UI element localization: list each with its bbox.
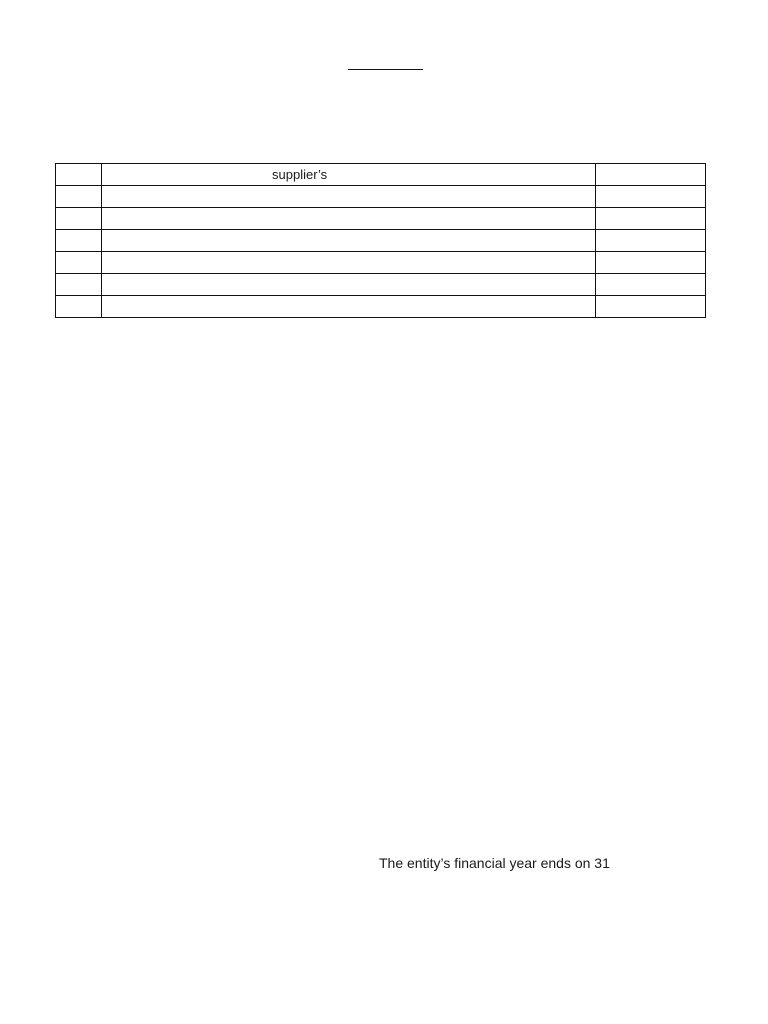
table-row [56, 186, 706, 208]
table-cell [596, 186, 706, 208]
table-cell [56, 208, 102, 230]
table-cell [56, 274, 102, 296]
table-row [56, 274, 706, 296]
table-row [56, 252, 706, 274]
title-underline [348, 69, 423, 70]
table-row [56, 230, 706, 252]
table-cell [596, 230, 706, 252]
table-cell [102, 186, 596, 208]
table-cell [596, 208, 706, 230]
table-header-row [56, 164, 706, 186]
table-cell [56, 296, 102, 318]
financial-year-note: The entity’s financial year ends on 31 [379, 855, 610, 871]
table-cell [56, 186, 102, 208]
table-cell [102, 252, 596, 274]
table-header-cell [56, 164, 102, 186]
table-header-cell-supplier [102, 164, 596, 186]
table-cell [596, 252, 706, 274]
table-cell [102, 296, 596, 318]
table-cell [102, 208, 596, 230]
table-cell [102, 274, 596, 296]
supplier-header-label: supplier’s [272, 167, 328, 182]
table-cell [56, 252, 102, 274]
table-cell [56, 230, 102, 252]
table-header-cell [596, 164, 706, 186]
supplier-table [55, 163, 706, 318]
table-cell [596, 274, 706, 296]
table-row [56, 208, 706, 230]
table-row [56, 296, 706, 318]
table-cell [596, 296, 706, 318]
table-cell [102, 230, 596, 252]
